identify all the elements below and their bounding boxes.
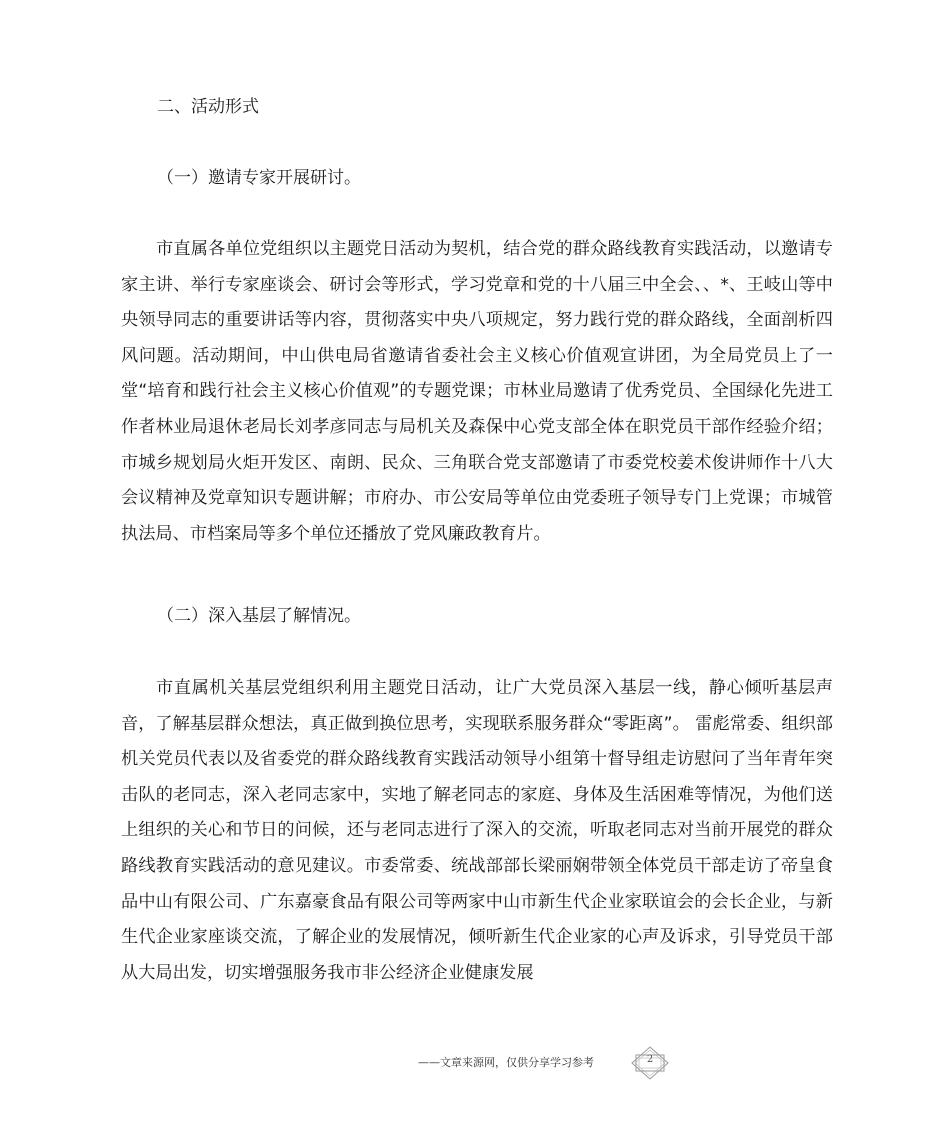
- page-footer: [0, 1045, 950, 1075]
- subsection-heading-2: （二）深入基层了解情况。: [157, 606, 361, 626]
- source-note: ——文章来源网，仅供分享学习参考: [418, 1056, 594, 1069]
- subsection-heading-1: （一）邀请专家开展研讨。: [157, 168, 361, 188]
- page-number: 2: [646, 1054, 654, 1065]
- paragraph-2: 市直属机关基层党组织利用主题党日活动，让广大党员深入基层一线，静心倾听基层声音，了解基层群众想法，真正做到换位思考，实现联系服务群众“零距离”。 雷彪常委、组织部机关党员代表以及省委党的群众路线教育实践活动领导小组第十督导组走访慰问了当年青年突击队的老同志，深入老同志家中，实地了解老同志的家庭、身体及生活困难等情况，为他们送上组织的关心和节日的问候，还与老同志进行了深入的交流，听取老同志对当前开展党的群众路线教育实践活动的意见建议。市委常委、统战部部长梁丽娴带领全体党员干部走访了帝皇食品中山有限公司、广东嘉豪食品有限公司等两家中山市新生代企业家联谊会的会长企业，与新生代企业家座谈交流，了解企业的发展情况，倾听新生代企业家的心声及诉求，引导党员干部从大局出发，切实增强服务我市非公经济企业健康发展: [121, 678, 833, 983]
- page-number-badge: [627, 1045, 673, 1081]
- section-heading: 二、活动形式: [157, 97, 259, 117]
- paragraph-1: 市直属各单位党组织以主题党日活动为契机，结合党的群众路线教育实践活动，以邀请专家主讲、举行专家座谈会、研讨会等形式，学习党章和党的十八届三中全会、、*、王岐山等中央领导同志的重要讲话等内容，贯彻落实中央八项规定，努力践行党的群众路线，全面剖析四风问题。活动期间，中山供电局省邀请省委社会主义核心价值观宣讲团，为全局党员上了一堂“培育和践行社会主义核心价值观”的专题党课；市林业局邀请了优秀党员、全国绿化先进工作者林业局退休老局长刘孝彦同志与局机关及森保中心党支部全体在职党员干部作经验介绍；市城乡规划局火炬开发区、南朗、民众、三角联合党支部邀请了市委党校姜术俊讲师作十八大会议精神及党章知识专题讲解；市府办、市公安局等单位由党委班子领导专门上党课；市城管执法局、市档案局等多个单位还播放了党风廉政教育片。: [121, 239, 833, 544]
